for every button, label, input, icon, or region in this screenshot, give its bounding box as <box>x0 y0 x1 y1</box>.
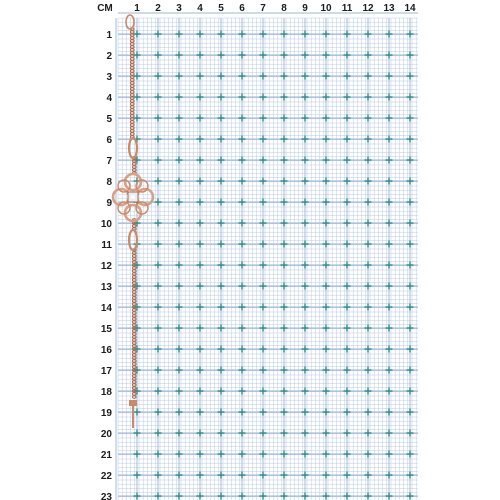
chain-link <box>130 79 134 81</box>
x-tick-label: 11 <box>341 3 353 14</box>
chain-link <box>132 312 136 314</box>
x-tick-label: 8 <box>281 3 287 14</box>
chain-link <box>132 363 136 365</box>
x-tick-label: 10 <box>320 3 332 14</box>
chain-link <box>132 396 136 398</box>
chain-link <box>130 133 134 135</box>
chain-link <box>132 258 136 260</box>
chain-link <box>132 339 136 341</box>
x-tick-label: 3 <box>176 3 182 14</box>
y-tick-label: 7 <box>106 156 112 167</box>
y-tick-label: 9 <box>106 198 112 209</box>
chain-link <box>130 109 134 111</box>
chain-link <box>130 43 134 45</box>
y-tick-label: 16 <box>100 345 112 356</box>
chain-link <box>130 106 134 108</box>
chain-link <box>130 64 134 66</box>
chain-link <box>132 351 136 353</box>
chain-link <box>130 121 134 123</box>
x-tick-label: 1 <box>134 3 140 14</box>
x-tick-label: 2 <box>155 3 161 14</box>
y-tick-label: 1 <box>106 30 112 41</box>
chain-link <box>132 270 136 272</box>
chain-link <box>132 276 136 278</box>
y-tick-label: 4 <box>106 93 112 104</box>
y-tick-label: 10 <box>100 219 112 230</box>
x-tick-label: 4 <box>197 3 203 14</box>
y-tick-label: 18 <box>100 387 112 398</box>
unit-label: СМ <box>97 3 113 14</box>
chain-link <box>130 40 134 42</box>
minor-grid <box>118 18 418 500</box>
chain-link <box>132 297 136 299</box>
x-tick-label: 6 <box>239 3 245 14</box>
x-tick-label: 7 <box>260 3 266 14</box>
chain-link <box>130 37 134 39</box>
chain-link <box>130 91 134 93</box>
chain-link <box>130 73 134 75</box>
y-axis-ruler <box>101 30 113 500</box>
chain-link <box>132 333 136 335</box>
chain-link <box>132 169 136 171</box>
x-tick-label: 5 <box>218 3 224 14</box>
x-tick-label: 9 <box>302 3 308 14</box>
chain-link <box>132 166 136 168</box>
y-tick-label: 15 <box>100 324 112 335</box>
chain-link <box>132 225 136 227</box>
chain-link <box>130 61 134 63</box>
y-tick-label: 8 <box>106 177 112 188</box>
chain-link <box>132 261 136 263</box>
chain-link <box>130 49 134 51</box>
chain-link <box>130 31 134 33</box>
chain-link <box>132 324 136 326</box>
chain-link <box>130 88 134 90</box>
chain-link <box>132 354 136 356</box>
y-tick-label: 11 <box>101 240 112 251</box>
y-tick-label: 17 <box>100 366 112 377</box>
chain-link <box>130 103 134 105</box>
chain-link <box>130 67 134 69</box>
chain-link <box>132 342 136 344</box>
chain-link <box>132 384 136 386</box>
chain-link <box>132 321 136 323</box>
chain-link <box>132 267 136 269</box>
chain-link <box>132 360 136 362</box>
y-tick-label: 12 <box>100 261 112 272</box>
chain-link <box>130 115 134 117</box>
chain-link <box>132 282 136 284</box>
chain-links <box>130 28 136 398</box>
chain-link <box>130 100 134 102</box>
major-grid <box>116 13 418 500</box>
chain-link <box>132 279 136 281</box>
chain-link <box>132 309 136 311</box>
chain-link <box>130 82 134 84</box>
y-tick-label: 22 <box>100 471 112 482</box>
chain-link <box>132 375 136 377</box>
chain-link <box>130 70 134 72</box>
chain-link <box>132 303 136 305</box>
x-axis-ruler <box>134 3 416 14</box>
chain-link <box>132 255 136 257</box>
x-tick-label: 12 <box>362 3 374 14</box>
chain-link <box>130 127 134 129</box>
y-tick-label: 23 <box>100 492 112 500</box>
y-tick-label: 14 <box>100 303 112 314</box>
chain-link <box>132 318 136 320</box>
chain-link <box>130 94 134 96</box>
chain-link <box>132 372 136 374</box>
chain-link <box>130 85 134 87</box>
chain-link <box>132 288 136 290</box>
chain-link <box>130 130 134 132</box>
x-tick-label: 13 <box>383 3 395 14</box>
chain-link <box>132 300 136 302</box>
y-tick-label: 20 <box>100 429 112 440</box>
y-tick-label: 13 <box>100 282 112 293</box>
y-tick-label: 6 <box>106 135 112 146</box>
chain-link <box>130 124 134 126</box>
chain-link <box>132 381 136 383</box>
y-tick-label: 21 <box>100 450 112 461</box>
end-charm <box>129 400 137 428</box>
chain-link <box>132 291 136 293</box>
oval-link <box>129 230 137 250</box>
chain-link <box>132 345 136 347</box>
chain-link <box>130 46 134 48</box>
chain-link <box>132 387 136 389</box>
chain-link <box>132 330 136 332</box>
chain-link <box>130 112 134 114</box>
chain-link <box>130 52 134 54</box>
y-tick-label: 5 <box>106 114 112 125</box>
chain-link <box>130 58 134 60</box>
y-tick-label: 2 <box>106 51 112 62</box>
chain-link <box>132 393 136 395</box>
y-tick-label: 19 <box>100 408 112 419</box>
x-tick-label: 14 <box>404 3 416 14</box>
chain-link <box>132 366 136 368</box>
chain-link <box>132 163 136 165</box>
y-tick-label: 3 <box>106 72 112 83</box>
